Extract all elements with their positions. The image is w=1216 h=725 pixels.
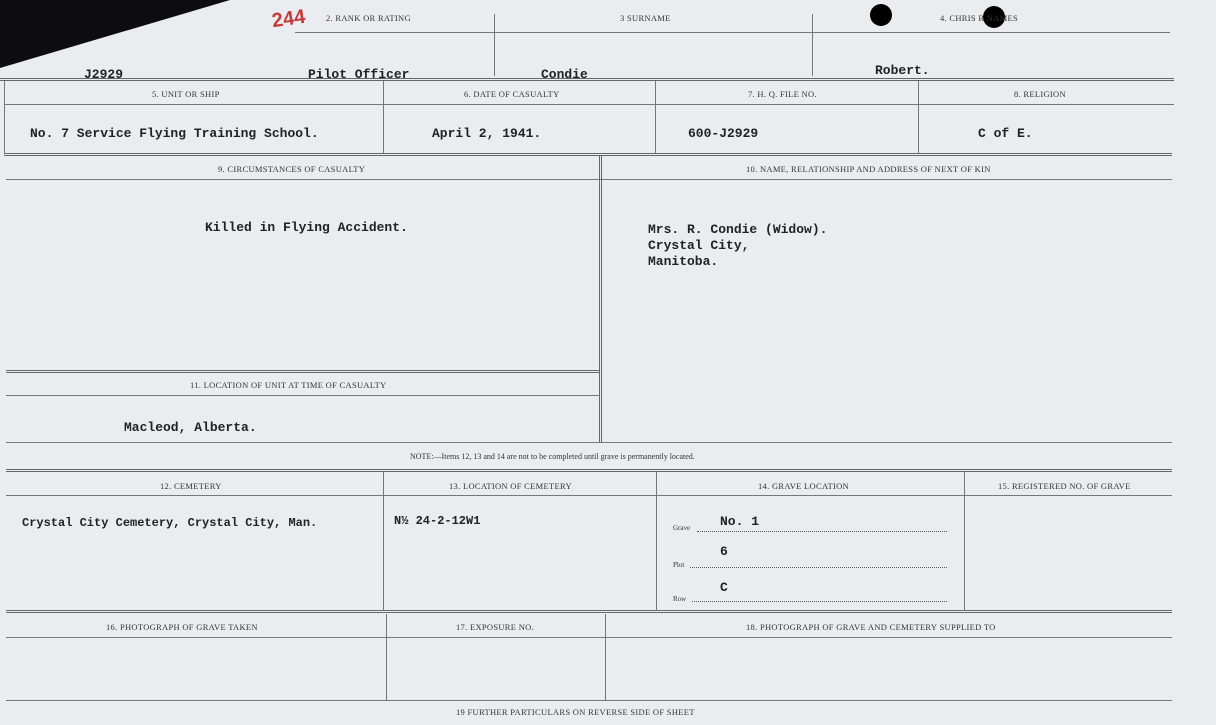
supplied-to-label: 18. PHOTOGRAPH OF GRAVE AND CEMETERY SUPPLIED TO <box>746 622 996 632</box>
christian-names-value: Robert. <box>875 63 930 78</box>
date-label: 6. DATE OF CASUALTY <box>464 89 560 99</box>
cemetery-value: Crystal City Cemetery, Crystal City, Man. <box>22 516 318 530</box>
torn-corner <box>0 0 230 68</box>
exposure-label: 17. EXPOSURE NO. <box>456 622 535 632</box>
row-value: C <box>720 580 728 595</box>
location-cemetery-value: N½ 24-2-12W1 <box>394 514 481 528</box>
note-text: NOTE:—Items 12, 13 and 14 are not to be completed until grave is permanently located. <box>410 452 695 461</box>
punch-hole <box>870 4 892 26</box>
next-of-kin-label: 10. NAME, RELATIONSHIP AND ADDRESS OF NEXT OF KIN <box>746 164 991 174</box>
footer-text: 19 FURTHER PARTICULARS ON REVERSE SIDE OF SHEET <box>456 707 695 717</box>
date-value: April 2, 1941. <box>432 126 542 141</box>
grave-field-label: Grave <box>673 524 691 532</box>
file-label: 7. H. Q. FILE NO. <box>748 89 817 99</box>
kin-line-3: Manitoba. <box>648 254 719 269</box>
row-field-label: Row <box>673 595 687 603</box>
christian-names-label: 4. CHRIS R NAMES <box>940 13 1019 23</box>
unit-label: 5. UNIT OR SHIP <box>152 89 220 99</box>
registered-no-label: 15. REGISTERED NO. OF GRAVE <box>998 481 1131 491</box>
kin-line-1: Mrs. R. Condie (Widow). <box>648 222 828 237</box>
handwritten-number: 244 <box>270 5 307 33</box>
location-cemetery-label: 13. LOCATION OF CEMETERY <box>449 481 572 491</box>
surname-value: Condie <box>541 67 588 82</box>
grave-value: No. 1 <box>720 514 760 529</box>
rank-label: 2. RANK OR RATING <box>326 13 411 23</box>
plot-value: 6 <box>720 544 728 559</box>
file-value: 600-J2929 <box>688 126 759 141</box>
service-number: J2929 <box>84 67 124 82</box>
religion-label: 8. RELIGION <box>1014 89 1066 99</box>
photo-label: 16. PHOTOGRAPH OF GRAVE TAKEN <box>106 622 258 632</box>
religion-value: C of E. <box>978 126 1033 141</box>
rank-value: Pilot Officer <box>308 67 410 82</box>
kin-line-2: Crystal City, <box>648 238 750 253</box>
location-unit-value: Macleod, Alberta. <box>124 420 257 435</box>
surname-label: 3 SURNAME <box>620 13 671 23</box>
plot-field-label: Plot <box>673 561 685 569</box>
location-unit-label: 11. LOCATION OF UNIT AT TIME OF CASUALTY <box>190 380 387 390</box>
circumstances-label: 9. CIRCUMSTANCES OF CASUALTY <box>218 164 366 174</box>
grave-location-label: 14. GRAVE LOCATION <box>758 481 849 491</box>
unit-value: No. 7 Service Flying Training School. <box>30 126 319 141</box>
circumstances-value: Killed in Flying Accident. <box>205 220 408 235</box>
cemetery-label: 12. CEMETERY <box>160 481 222 491</box>
